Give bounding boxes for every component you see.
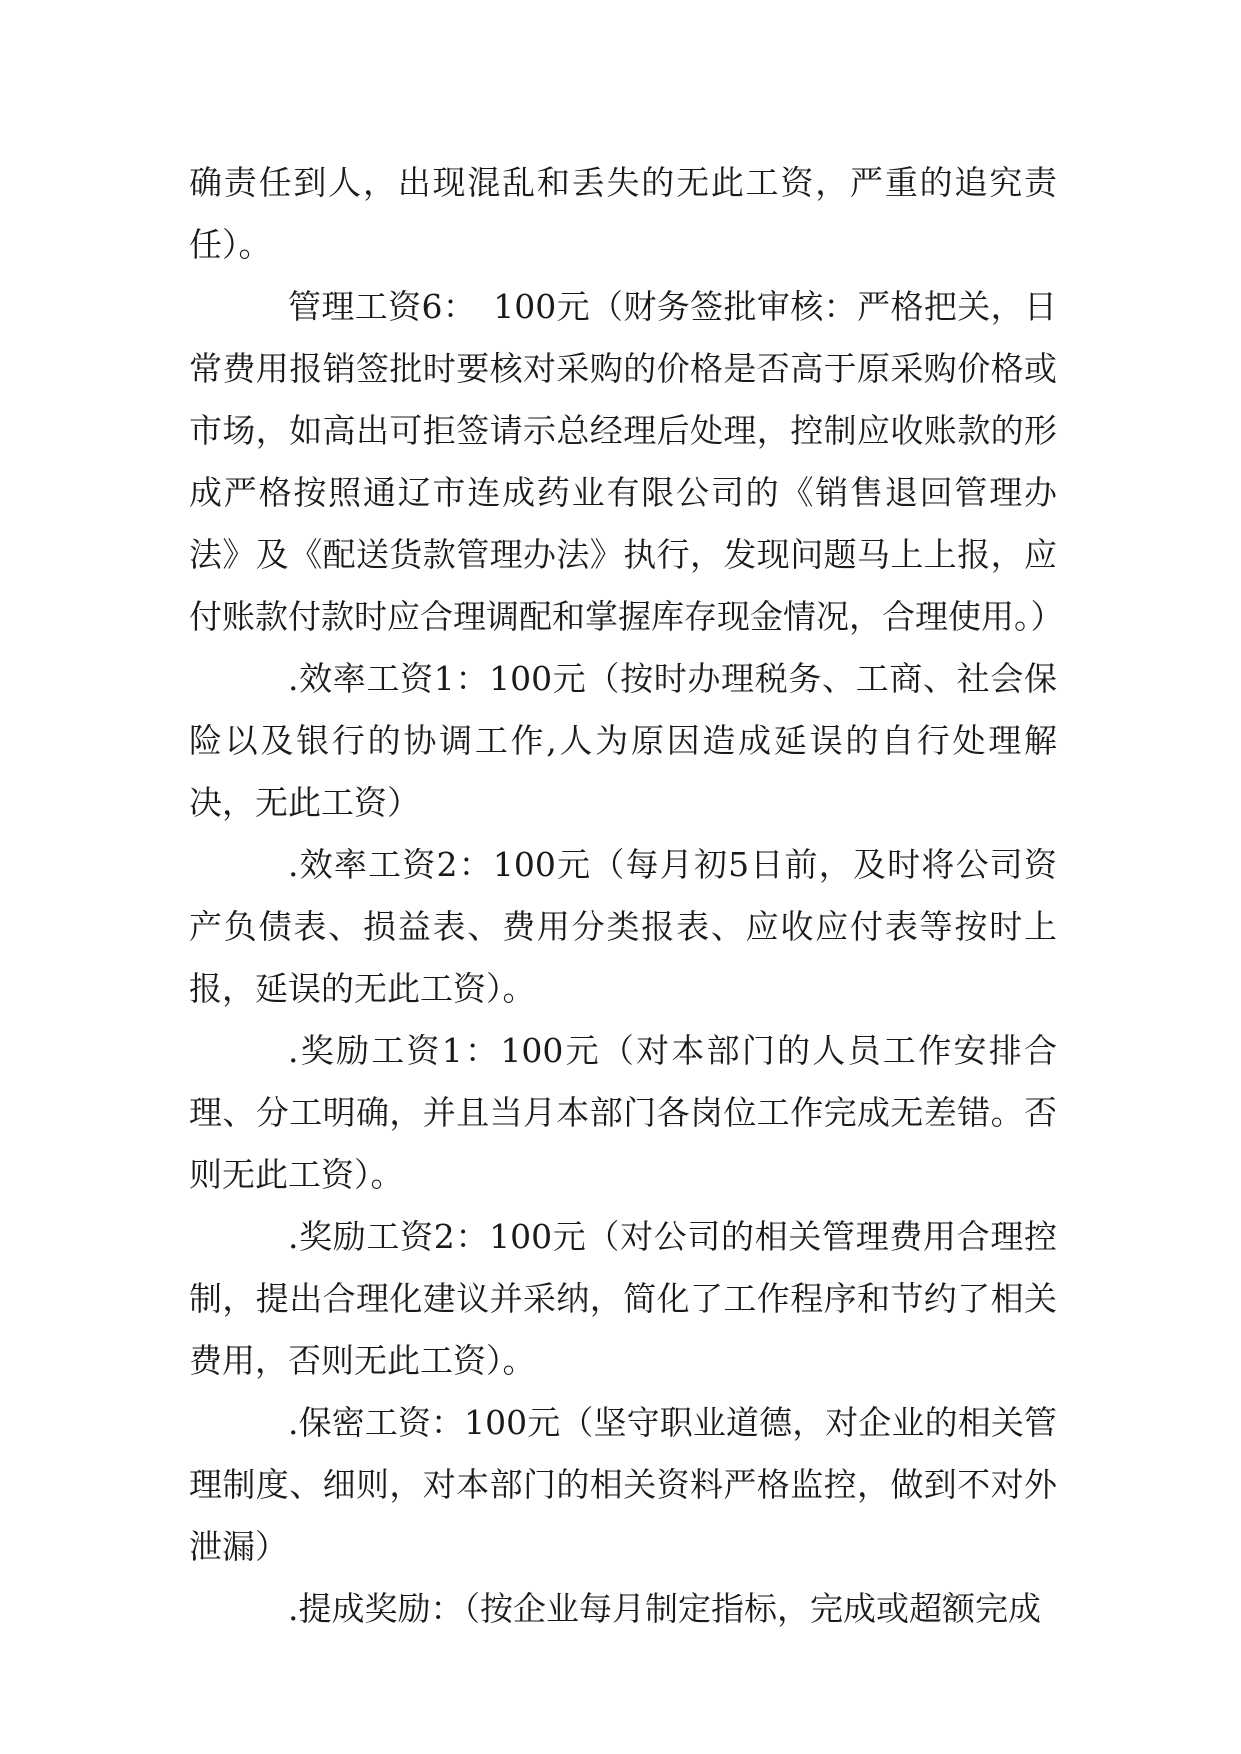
paragraph-commission-reward: .提成奖励：（按企业每月制定指标，完成或超额完成 <box>288 1589 1041 1628</box>
paragraph-management-salary-6: 管理工资6： 100元（财务签批审核：严格把关，日常费用报销签批时要核对采购的价格是否高于原采购价格或市场，如高出可拒签请示总经理后处理，控制应收账款的形成严格按照通辽市连成药业有限公司的《销售退回管理办法》及《配送货款管理办法》执行，发现问题马上上报，应付账款付款时应合理调配和掌握库存现金情况，合理使用。） <box>189 287 1064 636</box>
paragraph-reward-salary-1: .奖励工资1：100元（对本部门的人员工作安排合理、分工明确，并且当月本部门各岗位工作完成无差错。否则无此工资）。 <box>189 1031 1057 1194</box>
paragraph-reward-salary-2: .奖励工资2：100元（对公司的相关管理费用合理控制，提出合理化建议并采纳，简化了工作程序和节约了相关费用，否则无此工资）。 <box>189 1217 1057 1380</box>
paragraph-responsibility-continued: 确责任到人，出现混乱和丢失的无此工资，严重的追究责任）。 <box>189 163 1057 264</box>
document-body <box>189 152 1064 1640</box>
paragraph-efficiency-salary-1: .效率工资1：100元（按时办理税务、工商、社会保险以及银行的协调工作,人为原因造成延误的自行处理解决，无此工资） <box>189 659 1057 822</box>
paragraph-confidentiality-salary: .保密工资：100元（坚守职业道德，对企业的相关管理制度、细则，对本部门的相关资料严格监控，做到不对外泄漏） <box>189 1403 1057 1566</box>
paragraph-efficiency-salary-2: .效率工资2：100元（每月初5日前，及时将公司资产负债表、损益表、费用分类报表、应收应付表等按时上报，延误的无此工资）。 <box>189 845 1057 1008</box>
